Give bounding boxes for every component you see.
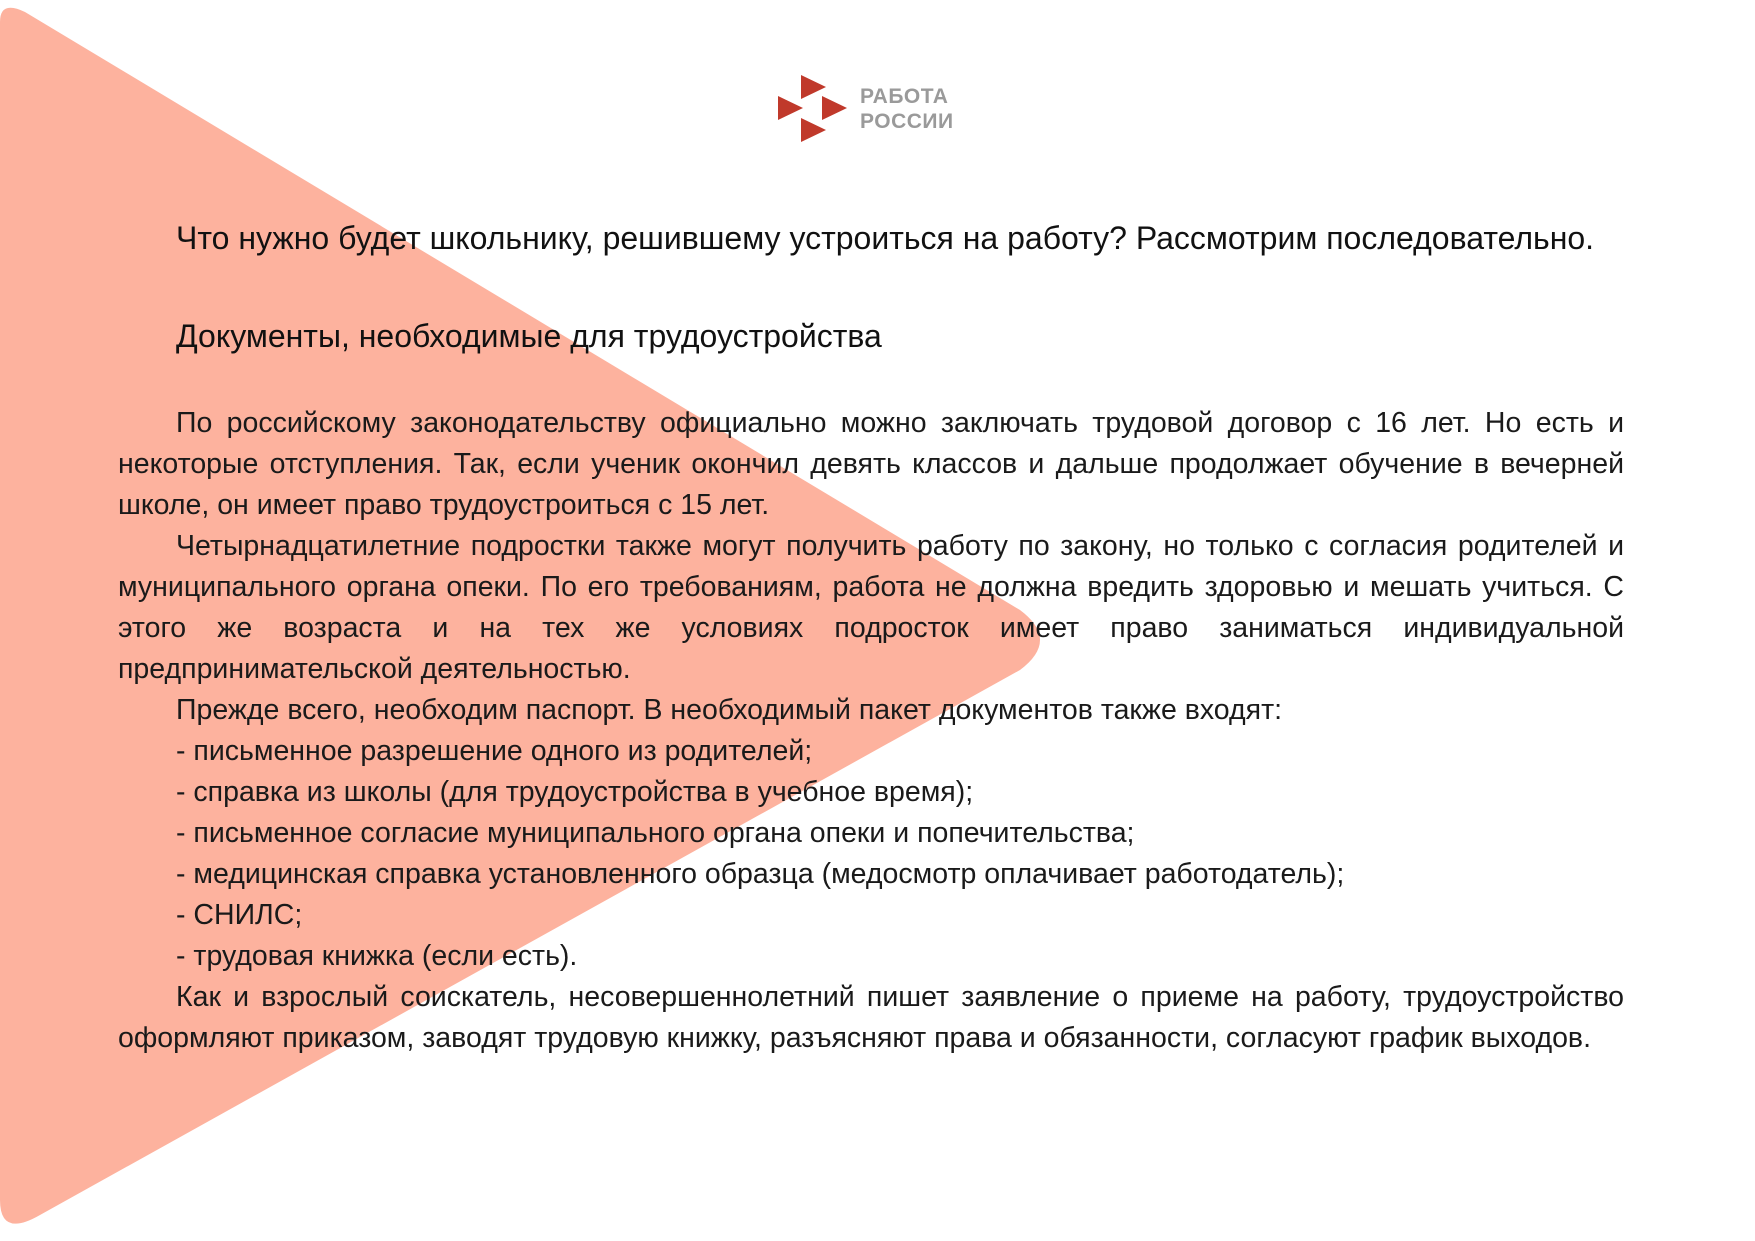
list-item: - СНИЛС; — [176, 899, 303, 931]
list-item: - медицинская справка установленного образца (медосмотр оплачивает работодатель); — [176, 858, 1345, 890]
section-heading: Документы, необходимые для трудоустройства — [176, 318, 882, 354]
paragraph-2: Четырнадцатилетние подростки также могут получить работу по закону, но только с согласия родителей и муниципального органа опеки. По его требованиям, работа не должна вредить здоровью и мешать учиться. С этого же возраста и на тех же условиях подросток имеет право заниматься индивидуальной предпринимательской деятельностью. — [118, 530, 1624, 685]
list-item: - справка из школы (для трудоустройства в учебное время); — [176, 776, 974, 808]
rabota-rossii-logo — [778, 70, 978, 150]
list-item: - письменное согласие муниципального органа опеки и попечительства; — [176, 817, 1135, 849]
lead-paragraph: Что нужно будет школьнику, решившему устроиться на работу? Рассмотрим последовательно. — [176, 220, 1595, 256]
closing-paragraph: Как и взрослый соискатель, несовершеннолетний пишет заявление о приеме на работу, трудоустройство оформляют приказом, заводят трудовую книжку, разъясняют права и обязанности, согласуют график выходов. — [118, 981, 1624, 1054]
logo-text-line2: РОССИИ — [860, 110, 954, 133]
list-item: - трудовая книжка (если есть). — [176, 940, 578, 972]
document-body — [118, 215, 1624, 1059]
logo-text-line1: РАБОТА — [860, 85, 949, 108]
logo-text — [860, 84, 954, 134]
rabota-rossii-arrows-icon — [778, 70, 858, 150]
body-text — [118, 403, 1624, 1059]
paragraph-3: Прежде всего, необходим паспорт. В необходимый пакет документов также входят: — [176, 694, 1283, 726]
list-item: - письменное разрешение одного из родителей; — [176, 735, 813, 767]
paragraph-1: По российскому законодательству официально можно заключать трудовой договор с 16 лет. Но есть и некоторые отступления. Так, если ученик окончил девять классов и дальше продолжает обучение в вечерней школе, он имеет право трудоустроиться с 15 лет. — [118, 407, 1624, 521]
